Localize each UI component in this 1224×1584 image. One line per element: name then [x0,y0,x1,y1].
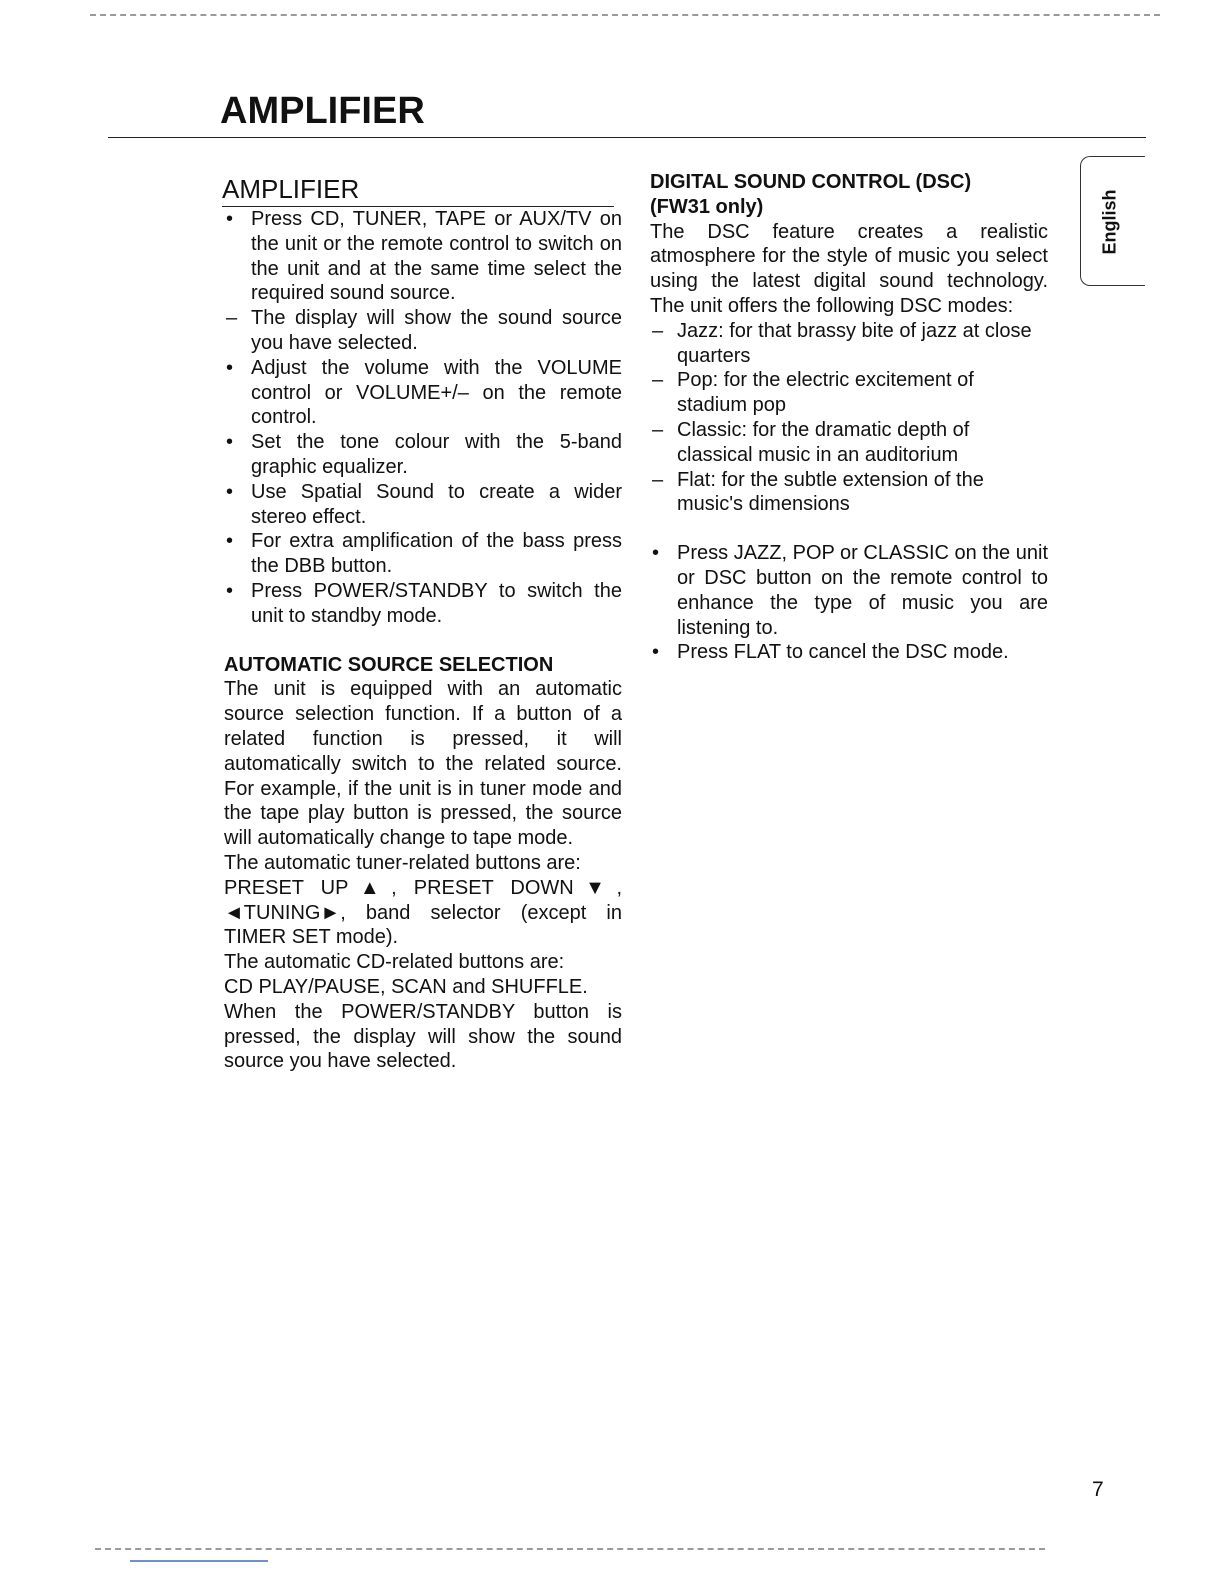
left-column [224,170,622,1074]
title-rule [108,137,1146,138]
list-item-text: Pop: for the electric excitement of stadium pop [677,369,974,417]
amplifier-instructions-list [224,207,622,629]
spacer [224,629,622,653]
page-title: AMPLIFIER [220,90,425,132]
list-marker: • [226,431,234,454]
subheading-dsc: DIGITAL SOUND CONTROL (DSC) [650,171,972,193]
list-marker: • [652,542,660,565]
cd-buttons-list: CD PLAY/PAUSE, SCAN and SHUFFLE. [224,975,588,998]
list-item-text: The display will show the sound source you have selected. [251,307,622,354]
list-item-text: Adjust the volume with the VOLUME control or VOLUME+/– on the remote control. [251,356,622,429]
list-item-text: Press FLAT to cancel the DSC mode. [677,641,1009,664]
list-marker: – [226,307,238,330]
list-item-text: Flat: for the subtle extension of the music's dimensions [677,468,984,516]
dsc-actions-list [650,541,1048,665]
list-item [224,430,622,480]
list-item [650,319,1048,369]
list-marker: • [226,579,234,602]
list-item-text: Press POWER/STANDBY to switch the unit to standby mode. [251,579,622,627]
language-tab-label: English [1099,189,1120,255]
list-marker: • [226,530,234,553]
list-item [224,480,622,530]
list-marker: – [652,319,664,342]
list-item [224,579,622,629]
scan-artifact-top [90,14,1160,16]
list-item-text: For extra amplification of the bass press the DBB button. [251,530,622,578]
subheading-dsc-model: (FW31 only) [650,195,764,218]
list-marker: – [652,418,664,441]
page-number: 7 [1092,1478,1104,1501]
list-marker: – [652,369,664,392]
list-item [650,640,1048,665]
list-item-text: Use Spatial Sound to create a wider stereo effect. [251,480,622,528]
list-item [650,418,1048,468]
list-item-text: Set the tone colour with the 5-band graphic equalizer. [251,431,622,478]
list-item-text: Press CD, TUNER, TAPE or AUX/TV on the unit or the remote control to switch on the unit and at the same time select the required sound source. [251,208,622,305]
list-item [650,541,1048,640]
list-item [650,368,1048,418]
dsc-modes-list [650,319,1048,517]
spacer [650,517,1048,541]
list-item [224,529,622,579]
list-item-text: Press JAZZ, POP or CLASSIC on the unit or DSC button on the remote control to enhance the type of music you are listening to. [677,542,1048,639]
list-marker: • [226,480,234,503]
list-marker: – [652,468,664,491]
scan-artifact-bottom [95,1548,1045,1550]
scan-artifact-bottom-line [130,1560,268,1562]
list-marker: • [226,356,234,379]
tuner-buttons-intro: The automatic tuner-related buttons are: [224,851,581,874]
dsc-paragraph: The DSC feature creates a realistic atmosphere for the style of music you select using the latest digital sound technology. The unit offers the following DSC modes: [650,220,1048,317]
cd-buttons-intro: The automatic CD-related buttons are: [224,951,565,974]
list-item [224,306,622,356]
list-marker: • [226,208,234,230]
right-column [650,170,1048,665]
power-standby-paragraph: When the POWER/STANDBY button is pressed, the display will show the sound source you have selected. [224,1000,622,1073]
tuner-buttons-list: PRESET UP▲, PRESET DOWN▼, ◄TUNING►, band selector (except in TIMER SET mode). [224,876,622,949]
auto-source-paragraph: The unit is equipped with an automatic source selection function. If a button of a related function is pressed, it will automatically switch to the related source. For example, if the unit is in tuner mode and the tape play button is pressed, the source will automatically change to tape mode. [224,678,622,850]
list-item-text: Jazz: for that brassy bite of jazz at close quarters [677,319,1032,367]
list-item [650,468,1048,518]
list-item [224,207,622,306]
list-marker: • [652,641,660,664]
section-title-amplifier: AMPLIFIER [222,174,614,207]
list-item-text: Classic: for the dramatic depth of classical music in an auditorium [677,418,970,466]
subheading-automatic-source-selection: AUTOMATIC SOURCE SELECTION [224,653,554,676]
list-item [224,356,622,430]
